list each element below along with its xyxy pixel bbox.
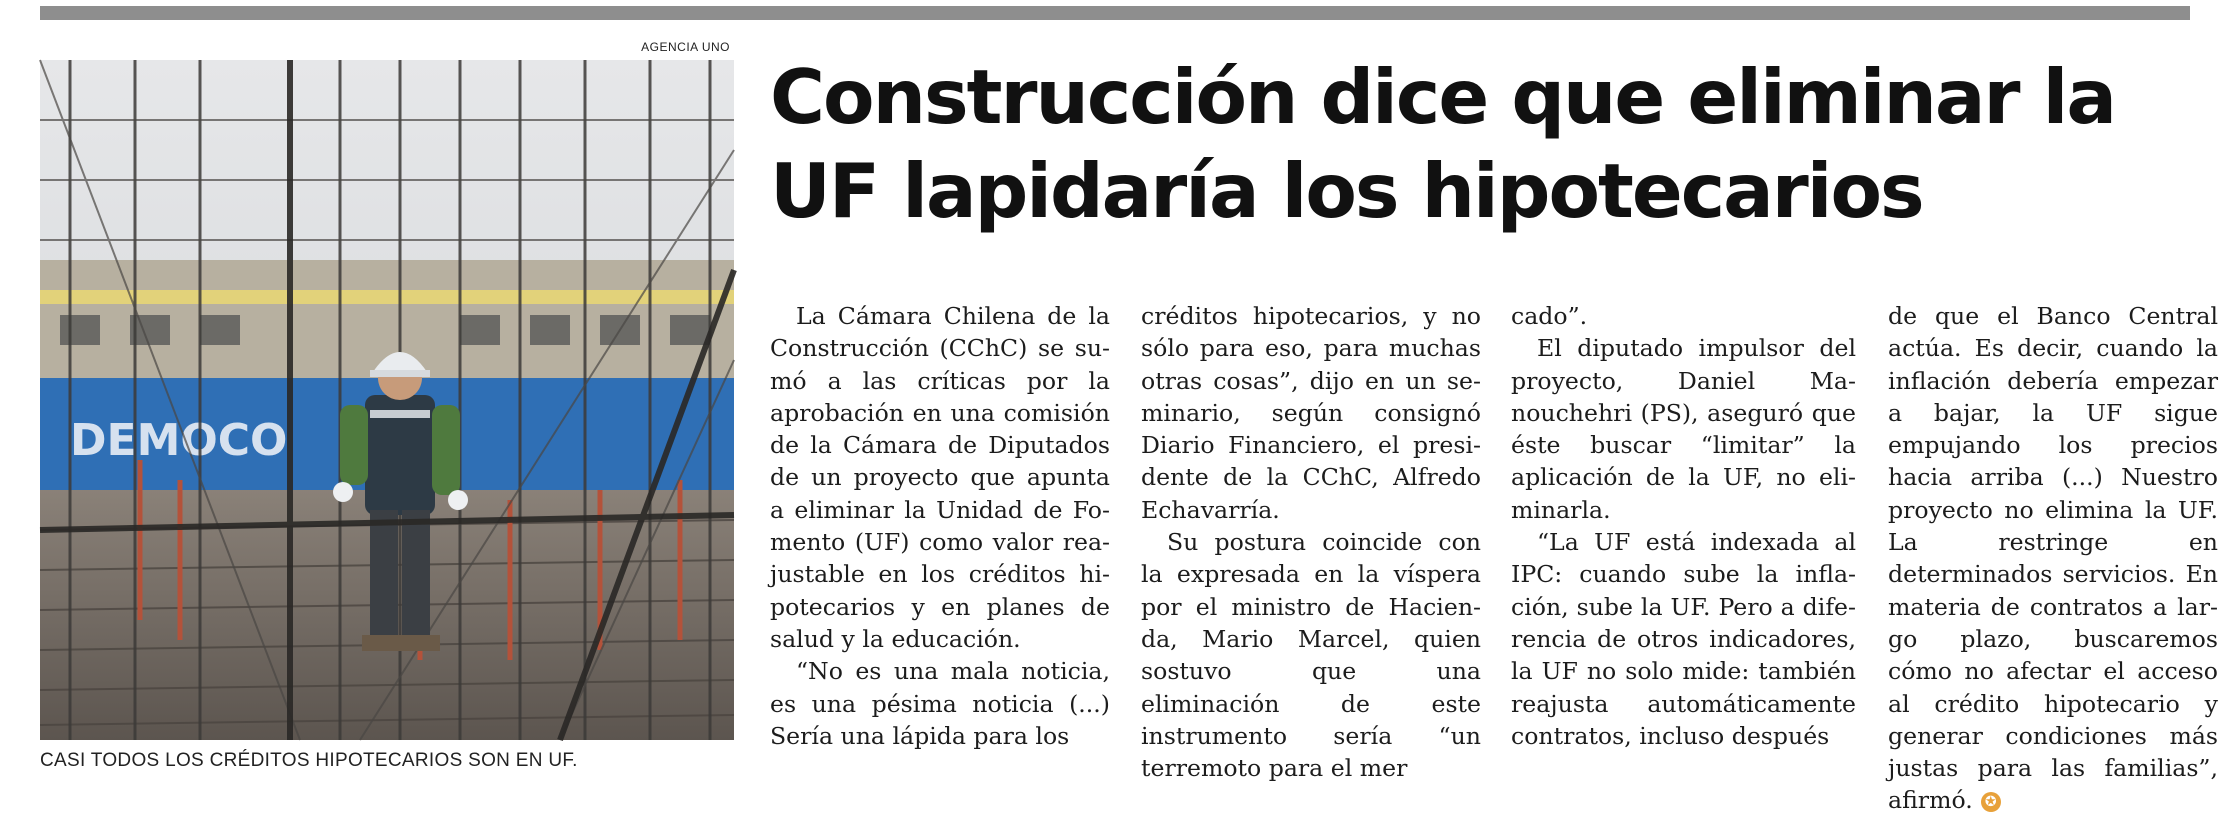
paragraph: El diputado impulsor del proyecto, Daniel Manouchehri (PS), aseguró que éste buscar “limitar” la aplicación de la UF, no eliminarla. <box>1511 334 1856 524</box>
paragraph: La Cámara Chilena de la Construcción (CChC) se sumó a las críticas por la aprobación en una comisión de la Cámara de Diputados de un proyecto que apunta a eliminar la Unidad de Fomento (UF) como valor reajustable en los créditos hipotecarios y en planes de salud y la educación. <box>770 302 1110 653</box>
construction-worker-image <box>40 60 734 740</box>
paragraph <box>1888 300 2218 817</box>
end-of-article-icon: ✪ <box>1981 792 2001 812</box>
paragraph: “La UF está indexada al IPC: cuando sube la inflación, sube la UF. Pero a diferencia de otros indicadores, la UF no solo mide: también reajusta automáticamente contratos, incluso después <box>1511 528 1856 750</box>
article-column-2 <box>1141 300 1481 783</box>
photo-credit: AGENCIA UNO <box>641 40 730 54</box>
photo-caption: CASI TODOS LOS CRÉDITOS HIPOTECARIOS SON EN UF. <box>40 750 578 771</box>
paragraph-text: de que el Banco Central actúa. Es decir, cuando la inflación debería empezar a bajar, la UF sigue empujando los precios hacia arriba (...) Nuestro proyecto no elimina la UF. La restringe en determinados servicios. En materia de contratos a largo plazo, buscaremos cómo no afectar el acceso al crédito hipotecario y generar condiciones más justas para las familias”, afirmó. <box>1888 302 2218 815</box>
article-photo <box>40 60 734 740</box>
paragraph: créditos hipotecarios, y no sólo para eso, para muchas otras cosas”, dijo en un seminario, según consignó Diario Financiero, el presidente de la CChC, Alfredo Echavarría. <box>1141 302 1481 524</box>
banner-text: DEMOCO <box>70 415 288 466</box>
paragraph: Su postura coincide con la expresada en la víspera por el ministro de Hacienda, Mario Marcel, quien sostuvo que una eliminación de este instrumento sería “un terremoto para el mer <box>1141 528 1481 783</box>
paragraph: “No es una mala noticia, es una pésima noticia (...) Sería una lápida para los <box>770 657 1110 750</box>
paragraph: cado”. <box>1511 302 1588 330</box>
article-column-1 <box>770 300 1110 770</box>
article-column-4 <box>1888 300 2218 815</box>
headline: Construcción dice que eliminar la UF lapidaría los hipotecarios <box>770 53 2115 235</box>
article-column-3 <box>1511 300 1856 770</box>
top-rule <box>40 6 2190 20</box>
